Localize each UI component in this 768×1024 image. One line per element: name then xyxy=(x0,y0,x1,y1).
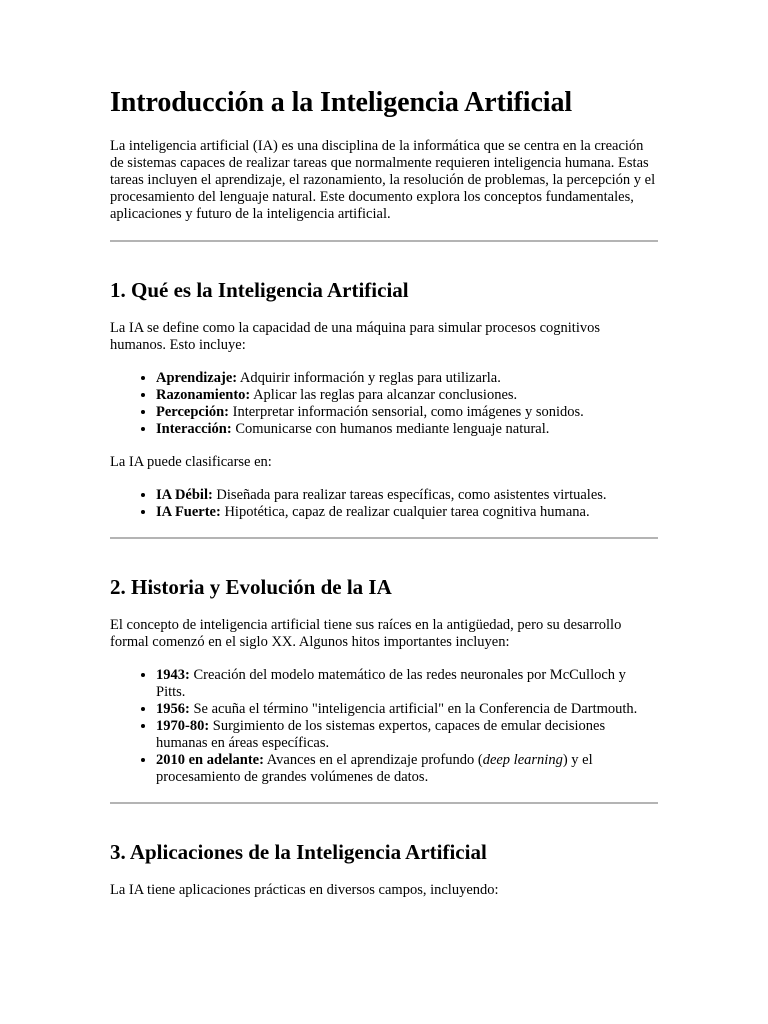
list-item-text: Hipotética, capaz de realizar cualquier tarea cognitiva humana. xyxy=(220,504,590,520)
list-item xyxy=(156,504,658,521)
list-item-term: 2010 en adelante: xyxy=(156,752,264,768)
list-item xyxy=(156,404,658,421)
section-2-heading: 2. Historia y Evolución de la IA xyxy=(110,575,392,599)
list-item-term: Aprendizaje: xyxy=(156,370,238,386)
section-1-heading: 1. Qué es la Inteligencia Artificial xyxy=(110,278,409,302)
list-item-term: 1943: xyxy=(156,667,190,683)
list-item-term: 1970-80: xyxy=(156,718,210,734)
list-item-term: Interacción: xyxy=(156,421,232,437)
list-item-text: Surgimiento de los sistemas expertos, capaces de emular decisiones humanas en áreas específicas. xyxy=(156,718,606,751)
list-item xyxy=(156,370,658,387)
document-body xyxy=(110,84,658,915)
list-item-text: Creación del modelo matemático de las redes neuronales por McCulloch y Pitts. xyxy=(156,667,626,700)
list-item-text: Avances en el aprendizaje profundo ( xyxy=(263,752,483,768)
section-divider xyxy=(110,240,658,242)
list-item-text: Comunicarse con humanos mediante lenguaje natural. xyxy=(231,421,550,437)
section-1-paragraph-2: La IA puede clasificarse en: xyxy=(110,454,272,470)
section-3-heading: 3. Aplicaciones de la Inteligencia Artificial xyxy=(110,840,487,864)
section-2-paragraph: El concepto de inteligencia artificial tiene sus raíces en la antigüedad, pero su desarrollo formal comenzó en el siglo XX. Algunos hitos importantes incluyen: xyxy=(110,617,622,650)
list-item-text: Interpretar información sensorial, como imágenes y sonidos. xyxy=(229,404,584,420)
section-1-list-2 xyxy=(110,487,658,521)
list-item-text: Aplicar las reglas para alcanzar conclusiones. xyxy=(250,387,518,403)
list-item-term: 1956: xyxy=(156,701,190,717)
list-item xyxy=(156,387,658,404)
list-item xyxy=(156,701,658,718)
section-1-paragraph: La IA se define como la capacidad de una máquina para simular procesos cognitivos humanos. Esto incluye: xyxy=(110,320,601,353)
list-item-term: Razonamiento: xyxy=(156,387,251,403)
list-item-term: IA Fuerte: xyxy=(156,504,221,520)
list-item-emphasis: deep learning xyxy=(482,752,563,768)
list-item-text: ) y el procesamiento de grandes volúmenes de datos. xyxy=(156,752,593,785)
section-divider xyxy=(110,802,658,804)
list-item xyxy=(156,487,658,504)
list-item xyxy=(156,667,658,701)
section-1-list xyxy=(110,370,658,438)
list-item-text: Adquirir información y reglas para utilizarla. xyxy=(237,370,501,386)
list-item-term: Percepción: xyxy=(156,404,230,420)
intro-paragraph: La inteligencia artificial (IA) es una disciplina de la informática que se centra en la creación de sistemas capaces de realizar tareas que normalmente requieren inteligencia humana. Estas tareas incluyen el aprendizaje, el razonamiento, la resolución de problemas, la percepción y el procesamiento del lenguaje natural. Este documento explora los conceptos fundamentales, aplicaciones y futuro de la inteligencia artificial. xyxy=(110,138,656,222)
list-item xyxy=(156,752,658,786)
document-title: Introducción a la Inteligencia Artificial xyxy=(110,87,573,118)
section-2-list xyxy=(110,667,658,786)
list-item xyxy=(156,421,658,438)
section-3-paragraph: La IA tiene aplicaciones prácticas en diversos campos, incluyendo: xyxy=(110,882,499,898)
list-item-text: Se acuña el término "inteligencia artificial" en la Conferencia de Dartmouth. xyxy=(189,701,638,717)
section-divider xyxy=(110,537,658,539)
list-item-text: Diseñada para realizar tareas específicas, como asistentes virtuales. xyxy=(212,487,607,503)
list-item xyxy=(156,718,658,752)
list-item-term: IA Débil: xyxy=(156,487,213,503)
